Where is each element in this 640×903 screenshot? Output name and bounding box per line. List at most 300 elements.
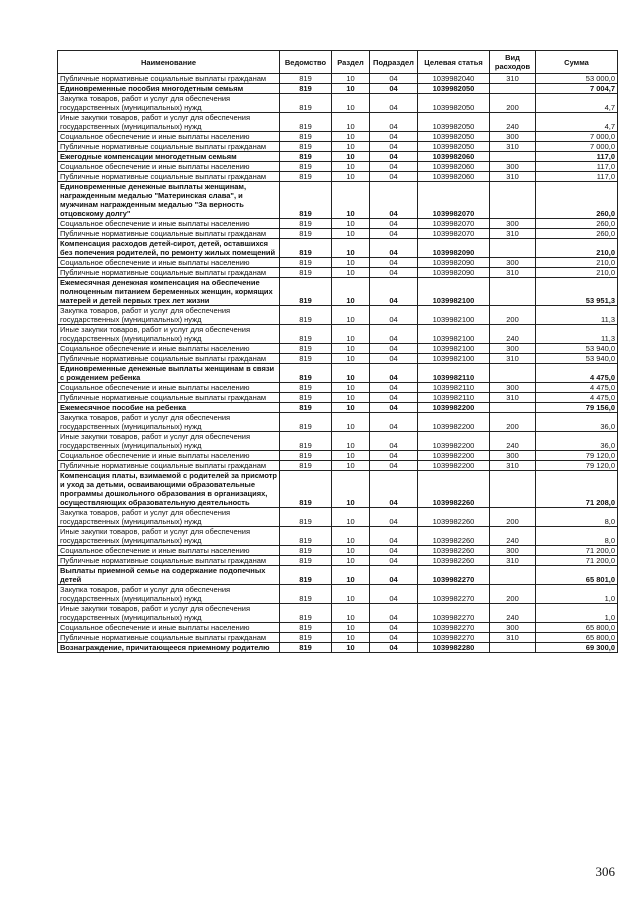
cell-subsection: 04 [370, 508, 418, 527]
cell-target: 1039982260 [418, 471, 490, 508]
cell-subsection: 04 [370, 113, 418, 132]
cell-name: Социальное обеспечение и иные выплаты населению [58, 451, 280, 461]
cell-amount: 79 120,0 [536, 451, 618, 461]
table-body [58, 74, 618, 653]
cell-name: Социальное обеспечение и иные выплаты населению [58, 162, 280, 172]
cell-name: Социальное обеспечение и иные выплаты населению [58, 546, 280, 556]
cell-target: 1039982050 [418, 94, 490, 113]
cell-section: 10 [332, 278, 370, 306]
cell-dept: 819 [280, 354, 332, 364]
cell-amount: 79 156,0 [536, 403, 618, 413]
cell-name: Иные закупки товаров, работ и услуг для обеспечения государственных (муниципальных) нужд [58, 527, 280, 546]
cell-target: 1039982100 [418, 306, 490, 325]
table-row [58, 182, 618, 219]
cell-target: 1039982270 [418, 566, 490, 585]
table-row [58, 325, 618, 344]
cell-subsection: 04 [370, 364, 418, 383]
cell-amount: 8,0 [536, 527, 618, 546]
cell-target: 1039982270 [418, 623, 490, 633]
cell-subsection: 04 [370, 413, 418, 432]
cell-exp-type: 240 [490, 604, 536, 623]
cell-subsection: 04 [370, 172, 418, 182]
cell-name: Иные закупки товаров, работ и услуг для обеспечения государственных (муниципальных) нужд [58, 432, 280, 451]
cell-amount: 53 000,0 [536, 74, 618, 84]
cell-amount: 210,0 [536, 258, 618, 268]
header-dept: Ведомство [280, 51, 332, 74]
cell-dept: 819 [280, 566, 332, 585]
cell-section: 10 [332, 113, 370, 132]
cell-name: Публичные нормативные социальные выплаты гражданам [58, 556, 280, 566]
cell-exp-type: 310 [490, 172, 536, 182]
cell-name: Публичные нормативные социальные выплаты гражданам [58, 74, 280, 84]
table-row [58, 229, 618, 239]
cell-amount: 4 475,0 [536, 364, 618, 383]
cell-amount: 53 940,0 [536, 354, 618, 364]
cell-name: Социальное обеспечение и иные выплаты населению [58, 623, 280, 633]
cell-section: 10 [332, 585, 370, 604]
cell-subsection: 04 [370, 393, 418, 403]
cell-exp-type: 300 [490, 546, 536, 556]
cell-subsection: 04 [370, 229, 418, 239]
cell-name: Компенсация платы, взимаемой с родителей за присмотр и уход за детьми, осваивающими образовательные программы дошкольного образования в организациях, осуществляющих образовательную деятельность [58, 471, 280, 508]
cell-dept: 819 [280, 172, 332, 182]
cell-amount: 1,0 [536, 604, 618, 623]
cell-exp-type [490, 152, 536, 162]
cell-section: 10 [332, 219, 370, 229]
table-row [58, 461, 618, 471]
table-row [58, 383, 618, 393]
cell-dept: 819 [280, 182, 332, 219]
page-number: 306 [595, 864, 615, 879]
cell-exp-type: 310 [490, 393, 536, 403]
budget-table [57, 50, 618, 653]
cell-section: 10 [332, 633, 370, 643]
cell-subsection: 04 [370, 471, 418, 508]
cell-amount: 65 800,0 [536, 623, 618, 633]
cell-target: 1039982070 [418, 219, 490, 229]
table-row [58, 278, 618, 306]
cell-dept: 819 [280, 306, 332, 325]
cell-subsection: 04 [370, 623, 418, 633]
cell-dept: 819 [280, 471, 332, 508]
cell-subsection: 04 [370, 403, 418, 413]
cell-amount: 65 801,0 [536, 566, 618, 585]
cell-section: 10 [332, 413, 370, 432]
cell-name: Публичные нормативные социальные выплаты гражданам [58, 633, 280, 643]
cell-exp-type: 310 [490, 461, 536, 471]
cell-name: Иные закупки товаров, работ и услуг для обеспечения государственных (муниципальных) нужд [58, 604, 280, 623]
cell-section: 10 [332, 354, 370, 364]
cell-exp-type: 300 [490, 344, 536, 354]
cell-section: 10 [332, 403, 370, 413]
cell-subsection: 04 [370, 268, 418, 278]
table-row [58, 268, 618, 278]
cell-section: 10 [332, 258, 370, 268]
cell-exp-type [490, 471, 536, 508]
cell-exp-type [490, 182, 536, 219]
cell-name: Закупка товаров, работ и услуг для обеспечения государственных (муниципальных) нужд [58, 94, 280, 113]
cell-dept: 819 [280, 219, 332, 229]
cell-subsection: 04 [370, 432, 418, 451]
cell-target: 1039982110 [418, 364, 490, 383]
table-row [58, 413, 618, 432]
cell-dept: 819 [280, 239, 332, 258]
cell-subsection: 04 [370, 219, 418, 229]
cell-exp-type [490, 643, 536, 653]
cell-exp-type: 200 [490, 306, 536, 325]
cell-target: 1039982100 [418, 354, 490, 364]
cell-target: 1039982200 [418, 461, 490, 471]
cell-subsection: 04 [370, 142, 418, 152]
cell-amount: 65 800,0 [536, 633, 618, 643]
table-row [58, 142, 618, 152]
cell-exp-type: 300 [490, 451, 536, 461]
cell-section: 10 [332, 84, 370, 94]
cell-section: 10 [332, 643, 370, 653]
cell-name: Социальное обеспечение и иные выплаты населению [58, 219, 280, 229]
cell-amount: 117,0 [536, 152, 618, 162]
cell-dept: 819 [280, 84, 332, 94]
cell-exp-type [490, 239, 536, 258]
cell-dept: 819 [280, 142, 332, 152]
cell-target: 1039982260 [418, 546, 490, 556]
cell-target: 1039982050 [418, 113, 490, 132]
cell-name: Компенсация расходов детей-сирот, детей, оставшихся без попечения родителей, по ремонту жилых помещений [58, 239, 280, 258]
header-section: Раздел [332, 51, 370, 74]
cell-target: 1039982200 [418, 432, 490, 451]
cell-dept: 819 [280, 162, 332, 172]
table-row [58, 623, 618, 633]
cell-dept: 819 [280, 152, 332, 162]
cell-exp-type: 310 [490, 354, 536, 364]
table-row [58, 344, 618, 354]
cell-name: Закупка товаров, работ и услуг для обеспечения государственных (муниципальных) нужд [58, 306, 280, 325]
cell-target: 1039982060 [418, 152, 490, 162]
cell-amount: 69 300,0 [536, 643, 618, 653]
cell-dept: 819 [280, 278, 332, 306]
cell-name: Вознаграждение, причитающееся приемному родителю [58, 643, 280, 653]
cell-amount: 4 475,0 [536, 383, 618, 393]
cell-subsection: 04 [370, 546, 418, 556]
cell-name: Иные закупки товаров, работ и услуг для обеспечения государственных (муниципальных) нужд [58, 113, 280, 132]
cell-section: 10 [332, 172, 370, 182]
cell-exp-type: 240 [490, 432, 536, 451]
cell-amount: 7 000,0 [536, 132, 618, 142]
cell-exp-type: 300 [490, 162, 536, 172]
table-row [58, 403, 618, 413]
cell-amount: 4,7 [536, 94, 618, 113]
cell-amount: 36,0 [536, 413, 618, 432]
cell-name: Публичные нормативные социальные выплаты гражданам [58, 461, 280, 471]
cell-subsection: 04 [370, 451, 418, 461]
cell-amount: 260,0 [536, 229, 618, 239]
cell-dept: 819 [280, 451, 332, 461]
cell-exp-type: 300 [490, 383, 536, 393]
cell-target: 1039982090 [418, 239, 490, 258]
cell-section: 10 [332, 461, 370, 471]
cell-section: 10 [332, 132, 370, 142]
cell-amount: 53 951,3 [536, 278, 618, 306]
table-row [58, 432, 618, 451]
cell-section: 10 [332, 344, 370, 354]
cell-target: 1039982040 [418, 74, 490, 84]
cell-name: Закупка товаров, работ и услуг для обеспечения государственных (муниципальных) нужд [58, 508, 280, 527]
cell-subsection: 04 [370, 74, 418, 84]
cell-name: Публичные нормативные социальные выплаты гражданам [58, 172, 280, 182]
cell-amount: 11,3 [536, 306, 618, 325]
cell-name: Публичные нормативные социальные выплаты гражданам [58, 229, 280, 239]
cell-subsection: 04 [370, 344, 418, 354]
cell-subsection: 04 [370, 94, 418, 113]
cell-subsection: 04 [370, 566, 418, 585]
cell-target: 1039982200 [418, 451, 490, 461]
cell-section: 10 [332, 623, 370, 633]
cell-subsection: 04 [370, 258, 418, 268]
cell-section: 10 [332, 393, 370, 403]
cell-dept: 819 [280, 364, 332, 383]
table-row [58, 393, 618, 403]
cell-dept: 819 [280, 113, 332, 132]
cell-section: 10 [332, 325, 370, 344]
table-row [58, 132, 618, 142]
cell-amount: 210,0 [536, 268, 618, 278]
cell-name: Ежемесячное пособие на ребенка [58, 403, 280, 413]
cell-exp-type: 300 [490, 132, 536, 142]
cell-dept: 819 [280, 258, 332, 268]
cell-name: Ежемесячная денежная компенсация на обеспечение полноценным питанием беременных женщин, кормящих матерей и детей первых трех лет жизни [58, 278, 280, 306]
header-name: Наименование [58, 51, 280, 74]
cell-amount: 71 208,0 [536, 471, 618, 508]
cell-dept: 819 [280, 527, 332, 546]
cell-exp-type [490, 566, 536, 585]
cell-name: Закупка товаров, работ и услуг для обеспечения государственных (муниципальных) нужд [58, 413, 280, 432]
cell-name: Публичные нормативные социальные выплаты гражданам [58, 268, 280, 278]
cell-section: 10 [332, 142, 370, 152]
cell-target: 1039982270 [418, 585, 490, 604]
cell-target: 1039982110 [418, 393, 490, 403]
cell-amount: 7 004,7 [536, 84, 618, 94]
cell-amount: 71 200,0 [536, 546, 618, 556]
cell-dept: 819 [280, 74, 332, 84]
cell-target: 1039982100 [418, 344, 490, 354]
cell-dept: 819 [280, 132, 332, 142]
table-row [58, 451, 618, 461]
cell-dept: 819 [280, 604, 332, 623]
cell-section: 10 [332, 508, 370, 527]
cell-exp-type: 240 [490, 113, 536, 132]
table-row [58, 219, 618, 229]
table-row [58, 546, 618, 556]
cell-subsection: 04 [370, 132, 418, 142]
cell-name: Публичные нормативные социальные выплаты гражданам [58, 354, 280, 364]
cell-exp-type [490, 364, 536, 383]
cell-exp-type: 300 [490, 219, 536, 229]
cell-section: 10 [332, 162, 370, 172]
cell-exp-type [490, 278, 536, 306]
cell-target: 1039982090 [418, 258, 490, 268]
cell-dept: 819 [280, 546, 332, 556]
cell-amount: 11,3 [536, 325, 618, 344]
cell-section: 10 [332, 527, 370, 546]
cell-section: 10 [332, 364, 370, 383]
table-row [58, 113, 618, 132]
cell-exp-type: 300 [490, 258, 536, 268]
cell-dept: 819 [280, 94, 332, 113]
cell-dept: 819 [280, 643, 332, 653]
header-subsection: Подраздел [370, 51, 418, 74]
cell-name: Единовременные денежные выплаты женщинам в связи с рождением ребенка [58, 364, 280, 383]
cell-subsection: 04 [370, 162, 418, 172]
table-row [58, 84, 618, 94]
header-target: Целевая статья [418, 51, 490, 74]
table-row [58, 354, 618, 364]
cell-exp-type: 200 [490, 413, 536, 432]
cell-name: Выплаты приемной семье на содержание подопечных детей [58, 566, 280, 585]
cell-subsection: 04 [370, 354, 418, 364]
cell-target: 1039982280 [418, 643, 490, 653]
cell-section: 10 [332, 566, 370, 585]
cell-name: Социальное обеспечение и иные выплаты населению [58, 344, 280, 354]
cell-name: Публичные нормативные социальные выплаты гражданам [58, 393, 280, 403]
cell-amount: 210,0 [536, 239, 618, 258]
cell-exp-type [490, 84, 536, 94]
cell-name: Ежегодные компенсации многодетным семьям [58, 152, 280, 162]
cell-subsection: 04 [370, 306, 418, 325]
cell-exp-type: 310 [490, 142, 536, 152]
cell-name: Публичные нормативные социальные выплаты гражданам [58, 142, 280, 152]
cell-section: 10 [332, 383, 370, 393]
cell-dept: 819 [280, 461, 332, 471]
table-row [58, 471, 618, 508]
table-row [58, 566, 618, 585]
cell-target: 1039982100 [418, 325, 490, 344]
cell-exp-type [490, 403, 536, 413]
cell-amount: 260,0 [536, 182, 618, 219]
cell-subsection: 04 [370, 556, 418, 566]
cell-name: Единовременные денежные выплаты женщинам, награжденным медалью "Материнская слава", и мужчинам награжденным медалью "За верность отцовскому долгу" [58, 182, 280, 219]
cell-name: Закупка товаров, работ и услуг для обеспечения государственных (муниципальных) нужд [58, 585, 280, 604]
cell-subsection: 04 [370, 643, 418, 653]
cell-exp-type: 240 [490, 325, 536, 344]
cell-target: 1039982060 [418, 172, 490, 182]
cell-dept: 819 [280, 508, 332, 527]
cell-target: 1039982260 [418, 508, 490, 527]
cell-dept: 819 [280, 344, 332, 354]
table-row [58, 94, 618, 113]
cell-amount: 71 200,0 [536, 556, 618, 566]
table-row [58, 556, 618, 566]
cell-amount: 7 000,0 [536, 142, 618, 152]
cell-exp-type: 200 [490, 508, 536, 527]
table-row [58, 585, 618, 604]
cell-dept: 819 [280, 585, 332, 604]
cell-target: 1039982070 [418, 229, 490, 239]
cell-amount: 4,7 [536, 113, 618, 132]
cell-section: 10 [332, 229, 370, 239]
cell-section: 10 [332, 152, 370, 162]
cell-section: 10 [332, 94, 370, 113]
cell-target: 1039982050 [418, 84, 490, 94]
cell-dept: 819 [280, 268, 332, 278]
cell-target: 1039982090 [418, 268, 490, 278]
cell-subsection: 04 [370, 461, 418, 471]
table-row [58, 604, 618, 623]
cell-dept: 819 [280, 403, 332, 413]
cell-subsection: 04 [370, 278, 418, 306]
cell-amount: 79 120,0 [536, 461, 618, 471]
cell-target: 1039982200 [418, 413, 490, 432]
table-row [58, 508, 618, 527]
table-row [58, 633, 618, 643]
cell-name: Иные закупки товаров, работ и услуг для обеспечения государственных (муниципальных) нужд [58, 325, 280, 344]
cell-section: 10 [332, 239, 370, 258]
cell-exp-type: 310 [490, 556, 536, 566]
cell-dept: 819 [280, 633, 332, 643]
header-exp-type: Вид расходов [490, 51, 536, 74]
cell-dept: 819 [280, 432, 332, 451]
cell-name: Единовременные пособия многодетным семьям [58, 84, 280, 94]
table-row [58, 239, 618, 258]
cell-target: 1039982260 [418, 527, 490, 546]
cell-dept: 819 [280, 556, 332, 566]
cell-section: 10 [332, 451, 370, 461]
table-row [58, 527, 618, 546]
cell-section: 10 [332, 471, 370, 508]
cell-amount: 36,0 [536, 432, 618, 451]
cell-section: 10 [332, 556, 370, 566]
cell-dept: 819 [280, 393, 332, 403]
cell-exp-type: 310 [490, 74, 536, 84]
table-row [58, 258, 618, 268]
cell-exp-type: 240 [490, 527, 536, 546]
cell-exp-type: 200 [490, 94, 536, 113]
cell-target: 1039982060 [418, 162, 490, 172]
cell-subsection: 04 [370, 604, 418, 623]
cell-subsection: 04 [370, 152, 418, 162]
cell-section: 10 [332, 306, 370, 325]
cell-name: Социальное обеспечение и иные выплаты населению [58, 383, 280, 393]
cell-exp-type: 310 [490, 229, 536, 239]
cell-dept: 819 [280, 325, 332, 344]
cell-dept: 819 [280, 413, 332, 432]
cell-target: 1039982270 [418, 604, 490, 623]
cell-section: 10 [332, 182, 370, 219]
cell-dept: 819 [280, 623, 332, 633]
header-amount: Сумма [536, 51, 618, 74]
cell-exp-type: 300 [490, 623, 536, 633]
cell-section: 10 [332, 432, 370, 451]
cell-target: 1039982100 [418, 278, 490, 306]
cell-dept: 819 [280, 229, 332, 239]
table-row [58, 162, 618, 172]
cell-target: 1039982270 [418, 633, 490, 643]
cell-target: 1039982260 [418, 556, 490, 566]
cell-subsection: 04 [370, 325, 418, 344]
table-row [58, 74, 618, 84]
cell-section: 10 [332, 604, 370, 623]
cell-exp-type: 200 [490, 585, 536, 604]
table-row [58, 306, 618, 325]
cell-name: Социальное обеспечение и иные выплаты населению [58, 258, 280, 268]
cell-subsection: 04 [370, 527, 418, 546]
cell-amount: 4 475,0 [536, 393, 618, 403]
cell-amount: 117,0 [536, 172, 618, 182]
cell-amount: 117,0 [536, 162, 618, 172]
cell-amount: 260,0 [536, 219, 618, 229]
cell-amount: 8,0 [536, 508, 618, 527]
cell-subsection: 04 [370, 633, 418, 643]
table-row [58, 364, 618, 383]
